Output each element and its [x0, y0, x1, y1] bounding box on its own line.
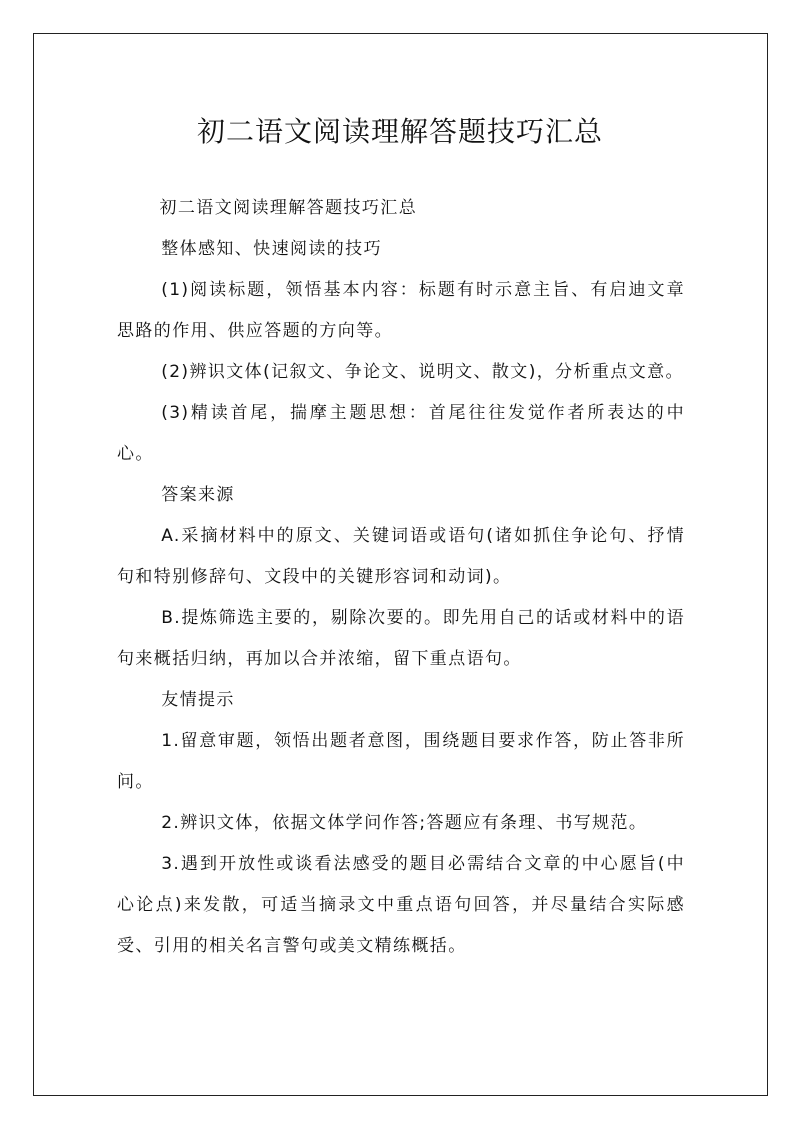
section-heading-reading-skills: 整体感知、快速阅读的技巧 [161, 239, 382, 259]
paragraph: 3.遇到开放性或谈看法感受的题目必需结合文章的中心愿旨(中心论点)来发散，可适当摘录文中重点语句回答，并尽量结合实际感受、引用的相关名言警句或美文精练概括。 [117, 854, 685, 956]
paragraph: A.采摘材料中的原文、关键词语或语句(诸如抓住争论句、抒情句和特别修辞句、文段中的关键形容词和动词)。 [117, 526, 685, 587]
paragraph: B.提炼筛选主要的，剔除次要的。即先用自己的话或材料中的语句来概括归纳，再加以合并浓缩，留下重点语句。 [117, 608, 685, 669]
paragraph: (1)阅读标题，领悟基本内容：标题有时示意主旨、有启迪文章思路的作用、供应答题的方向等。 [117, 280, 685, 341]
document-body [117, 188, 685, 967]
section-heading-answer-source: 答案来源 [161, 485, 235, 505]
paragraph: (2)辨识文体(记叙文、争论文、说明文、散文)，分析重点文意。 [161, 362, 684, 382]
paragraph: (3)精读首尾，揣摩主题思想：首尾往往发觉作者所表达的中心。 [117, 403, 685, 464]
paragraph-heading: 初二语文阅读理解答题技巧汇总 [159, 198, 418, 218]
paragraph: 1.留意审题，领悟出题者意图，围绕题目要求作答，防止答非所问。 [117, 731, 685, 792]
paragraph: 2.辨识文体，依据文体学问作答;答题应有条理、书写规范。 [161, 813, 648, 833]
section-heading-tips: 友情提示 [161, 690, 235, 710]
document-title: 初二语文阅读理解答题技巧汇总 [196, 115, 603, 148]
